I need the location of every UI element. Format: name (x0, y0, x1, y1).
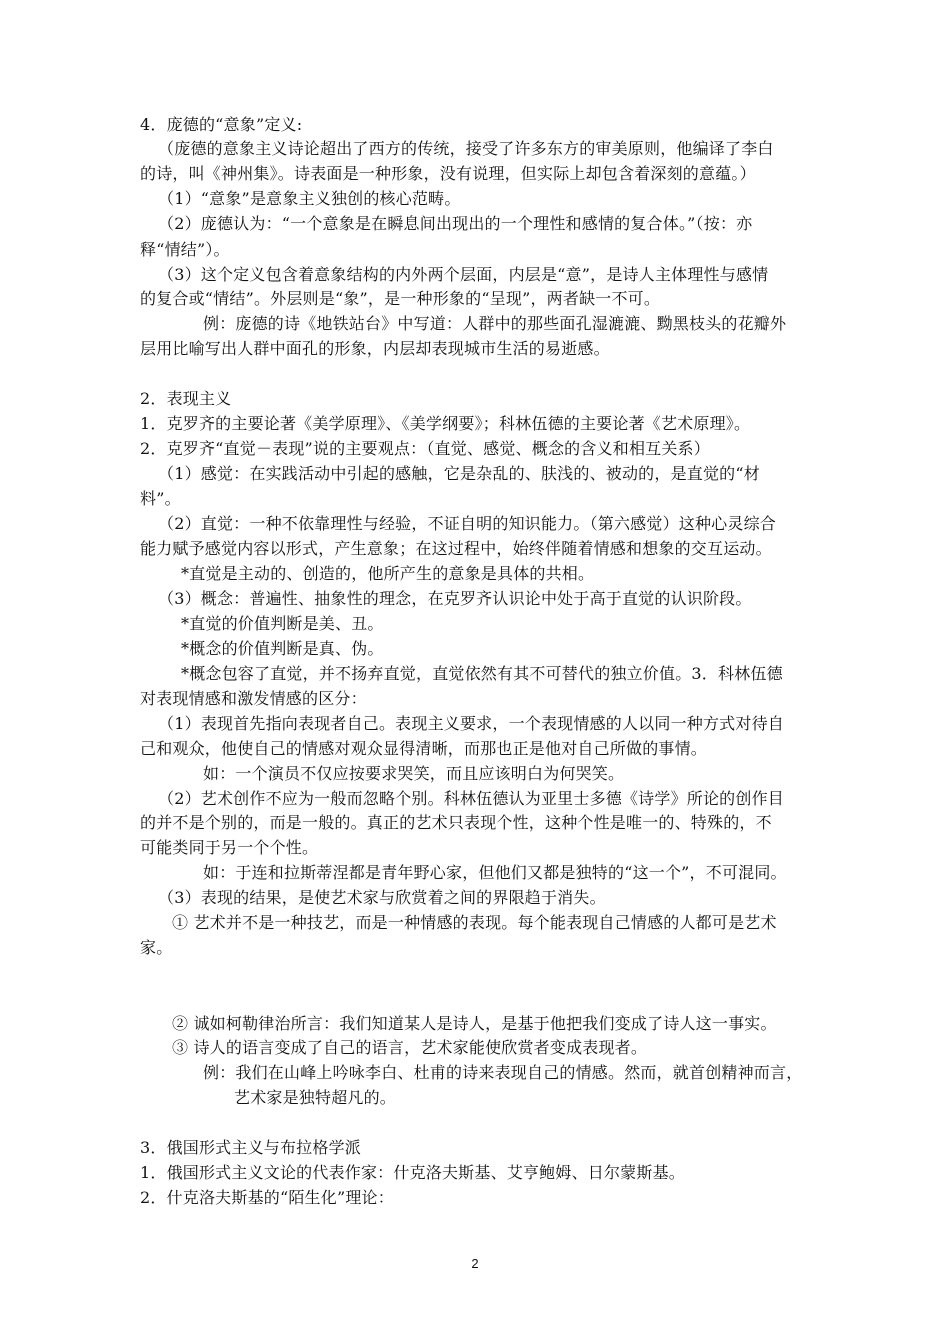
text-line: （3）这个定义包含着意象结构的内外两个层面，内层是“意”，是诗人主体理性与感情 (158, 265, 769, 284)
text-line: 4．庞德的“意象”定义: (140, 115, 303, 134)
text-line: （庞德的意象主义诗论超出了西方的传统，接受了许多东方的审美原则，他编译了李白 (158, 139, 774, 158)
text-line: 层用比喻写出人群中面孔的形象，内层却表现城市生活的易逝感。 (140, 339, 610, 358)
text-line: 2．什克洛夫斯基的“陌生化”理论： (140, 1188, 394, 1207)
text-line: （2）庞德认为：“一个意象是在瞬息间出现出的一个理性和感情的复合体。”（按：亦 (158, 214, 753, 233)
text-line: *概念包容了直觉，并不扬弃直觉，直觉依然有其不可替代的独立价值。3．科林伍德 (181, 664, 783, 683)
text-line: *直觉是主动的、创造的，他所产生的意象是具体的共相。 (181, 564, 595, 583)
text-line: （1）感觉：在实践活动中引起的感触，它是杂乱的、肤浅的、被动的，是直觉的“材 (158, 464, 760, 483)
section-heading: 3．俄国形式主义与布拉格学派 (140, 1138, 361, 1157)
text-line: 料”。 (140, 489, 181, 508)
text-line: 如：一个演员不仅应按要求哭笑，而且应该明白为何哭笑。 (203, 764, 625, 783)
text-line: ① 艺术并不是一种技艺，而是一种情感的表现。每个能表现自己情感的人都可是艺术 (172, 913, 777, 932)
text-line: （3）概念：普遍性、抽象性的理念，在克罗齐认识论中处于高于直觉的认识阶段。 (158, 589, 752, 608)
text-line: 家。 (140, 938, 173, 957)
text-line: （1）表现首先指向表现者自己。表现主义要求，一个表现情感的人以同一种方式对待自 (158, 714, 784, 733)
text-line: 己和观众，他使自己的情感对观众显得清晰，而那也正是他对自己所做的事情。 (140, 739, 708, 758)
text-line: 的并不是个别的，而是一般的。真正的艺术只表现个性，这种个性是唯一的、特殊的，不 (140, 813, 772, 832)
section-heading: 2．表现主义 (140, 389, 232, 408)
text-line: （1）“意象”是意象主义独创的核心范畴。 (158, 189, 461, 208)
text-line: *概念的价值判断是真、伪。 (181, 639, 384, 658)
text-line: 例：庞德的诗《地铁站台》中写道：人群中的那些面孔湿漉漉、黝黑枝头的花瓣外 (203, 314, 787, 333)
text-line: 例：我们在山峰上吟咏李白、杜甫的诗来表现自己的情感。然而，就首创精神而言， (203, 1063, 803, 1082)
text-line: （3）表现的结果，是使艺术家与欣赏着之间的界限趋于消失。 (158, 888, 606, 907)
text-line: 1．俄国形式主义文论的代表作家：什克洛夫斯基、艾亨鲍姆、日尔蒙斯基。 (140, 1163, 685, 1182)
text-line: *直觉的价值判断是美、丑。 (181, 614, 384, 633)
text-line: 的复合或“情结”。外层则是“象”，是一种形象的“呈现”，两者缺一不可。 (140, 289, 661, 308)
text-line: 能力赋予感觉内容以形式，产生意象；在这过程中，始终伴随着情感和想象的交互运动。 (140, 539, 772, 558)
text-line: ③ 诗人的语言变成了自己的语言，艺术家能使欣赏者变成表现者。 (172, 1038, 648, 1057)
text-line: 如：于连和拉斯蒂涅都是青年野心家，但他们又都是独特的“这一个”，不可混同。 (203, 863, 787, 882)
text-line: （2）艺术创作不应为一般而忽略个别。科林伍德认为亚里士多德《诗学》所论的创作目 (158, 789, 784, 808)
page-number: 2 (471, 1256, 479, 1271)
text-line: 1．克罗齐的主要论著《美学原理》、《美学纲要》；科林伍德的主要论著《艺术原理》。 (140, 414, 751, 433)
text-line: 2．克罗齐“直觉－表现”说的主要观点：（直觉、感觉、概念的含义和相互关系） (140, 439, 710, 458)
text-line: 艺术家是独特超凡的。 (234, 1088, 397, 1107)
text-line: 可能类同于另一个个性。 (140, 838, 319, 857)
text-line: 释“情结”）。 (140, 240, 230, 259)
text-line: （2）直觉：一种不依靠理性与经验，不证自明的知识能力。（第六感觉）这种心灵综合 (158, 514, 776, 533)
text-line: 对表现情感和激发情感的区分： (140, 689, 367, 708)
text-line: ② 诚如柯勒律治所言：我们知道某人是诗人，是基于他把我们变成了诗人这一事实。 (172, 1014, 777, 1033)
text-line: 的诗，叫《神州集》。诗表面是一种形象，没有说理，但实际上却包含着深刻的意蕴。） (140, 164, 756, 183)
